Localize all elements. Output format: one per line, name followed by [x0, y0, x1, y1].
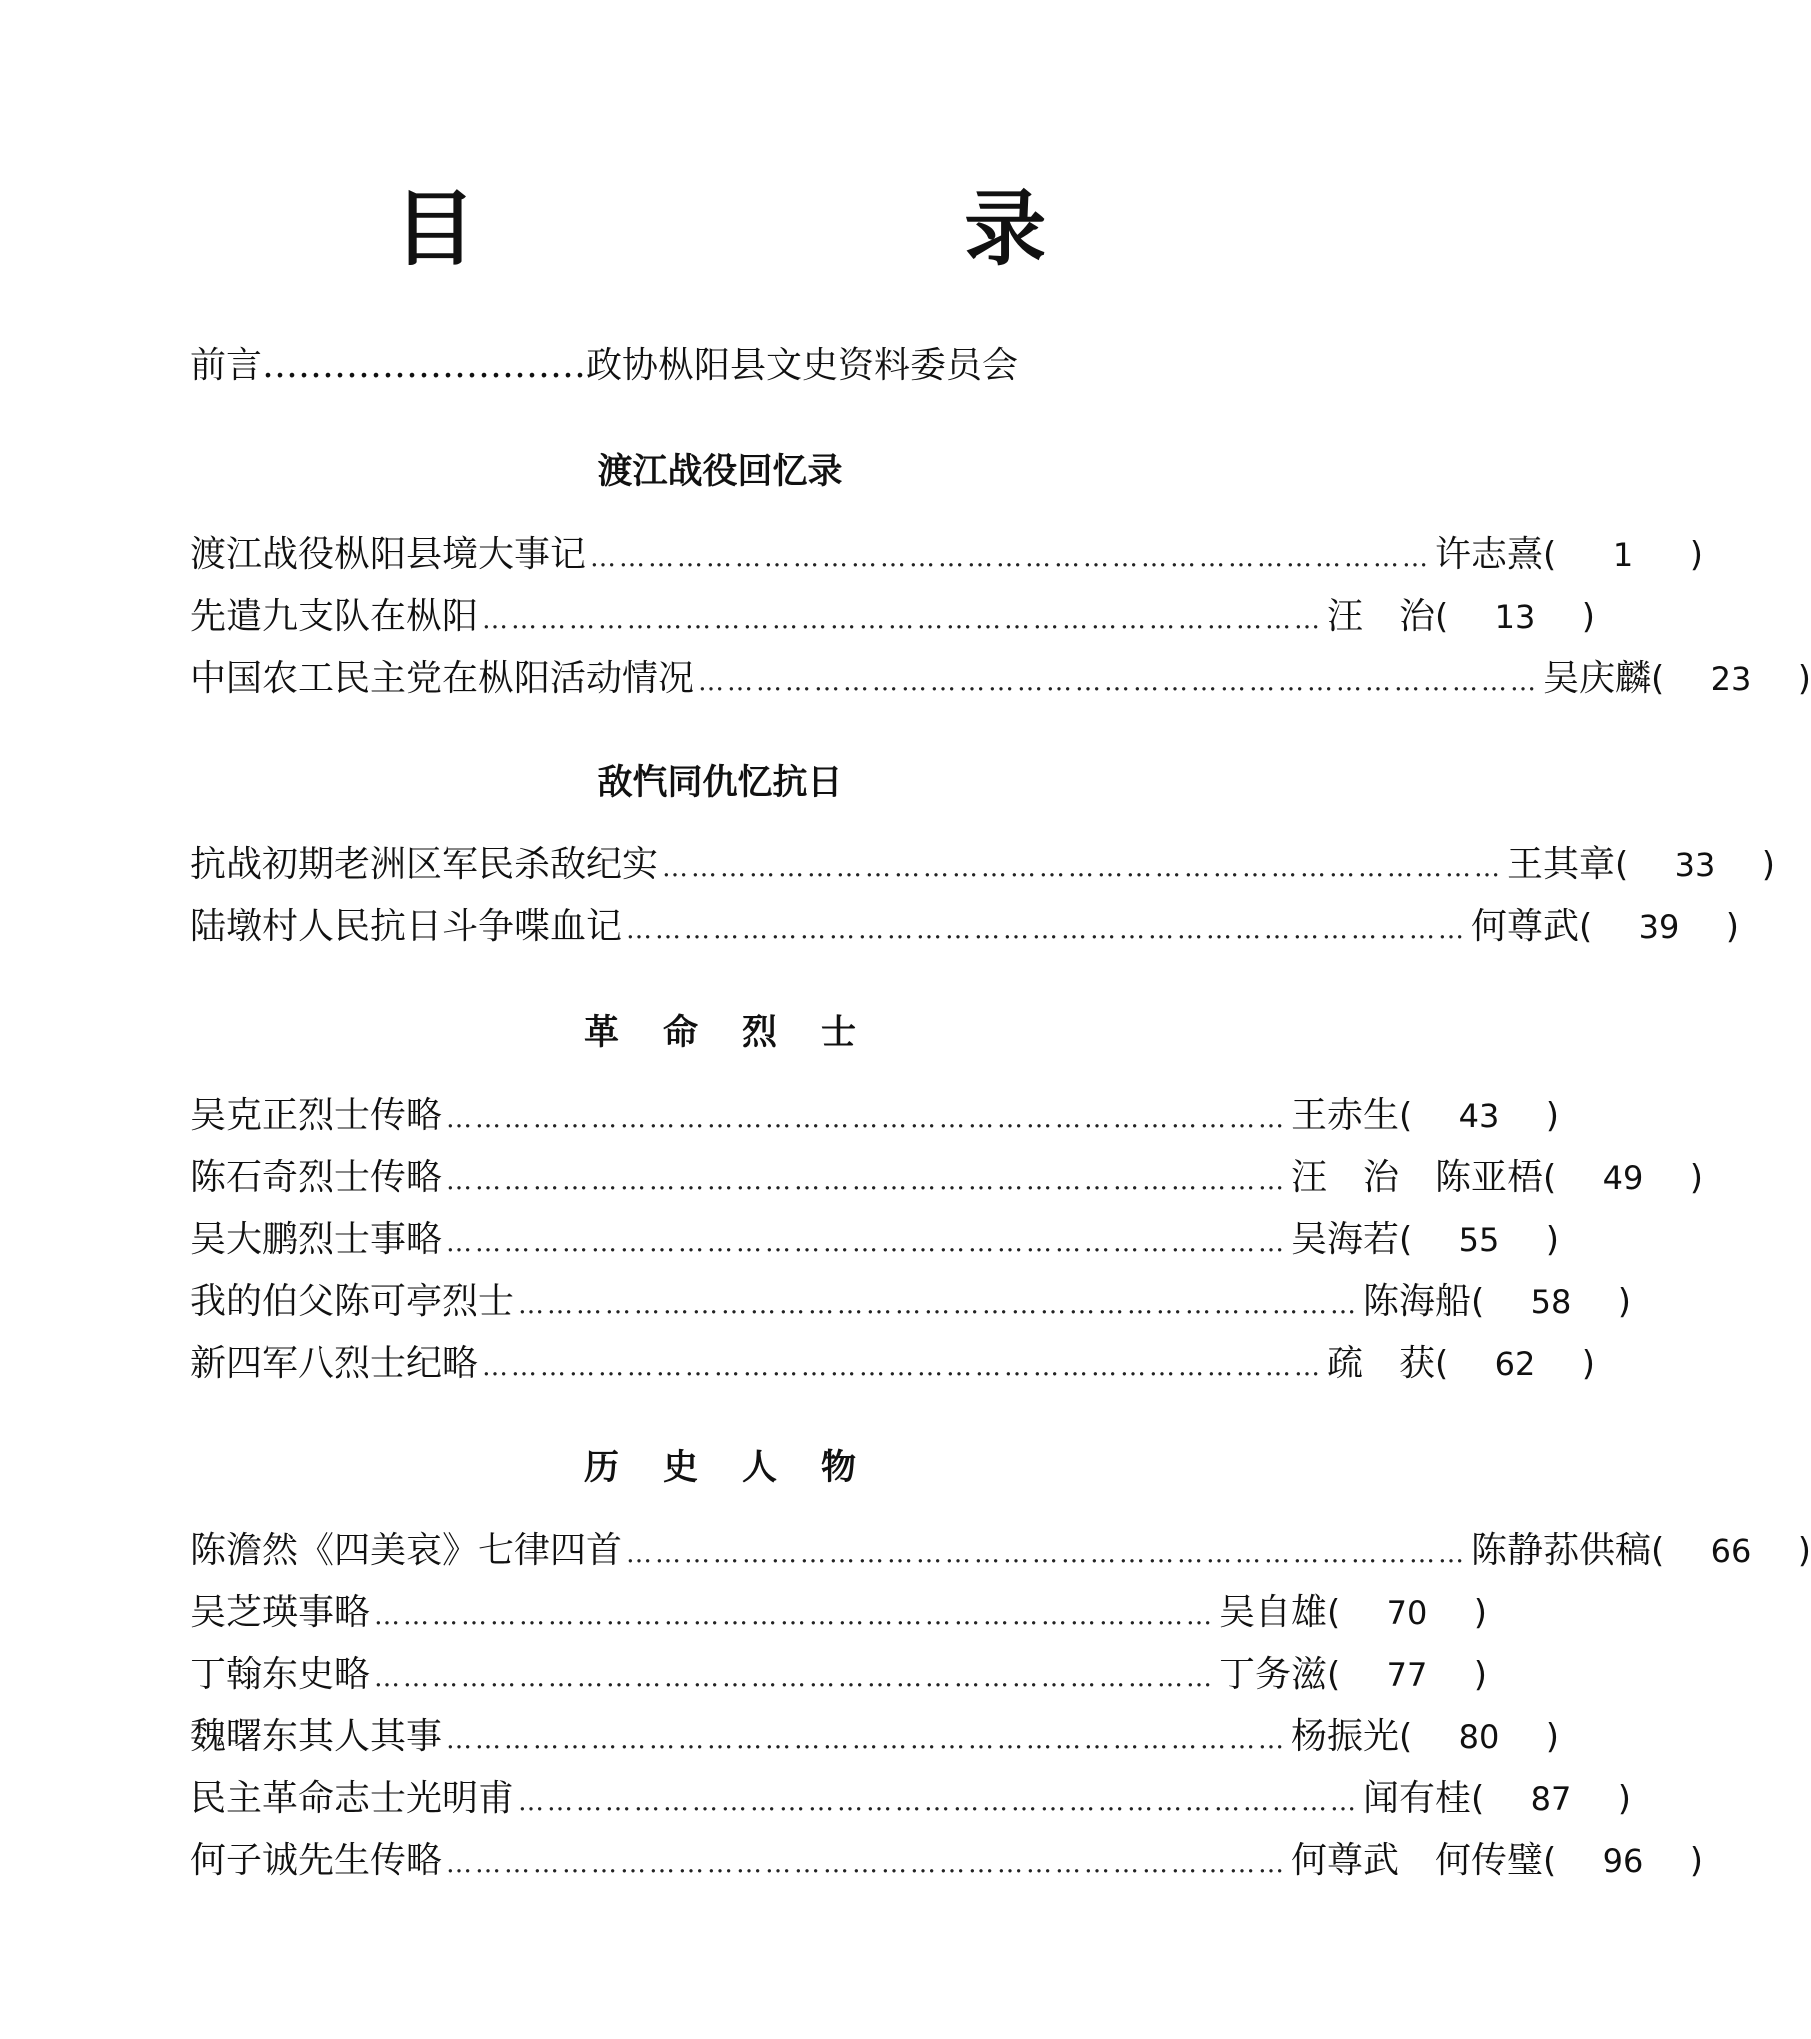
entry-page-number: 80	[1458, 1718, 1500, 1756]
entry-page: ( 43 )	[1399, 1085, 1559, 1147]
toc-entry[interactable]	[190, 1830, 1704, 1892]
preface-author: 政协枞阳县文史资料委员会	[586, 345, 1019, 386]
entry-title: 抗战初期老洲区军民杀敌纪实	[190, 844, 659, 885]
entry-leader-dots: ……………………………………………………………………………	[626, 1539, 1468, 1569]
entry-author: 吴庆麟	[1543, 658, 1652, 699]
entry-author: 吴海若	[1291, 1219, 1400, 1260]
entry-page-number: 77	[1386, 1656, 1428, 1694]
entry-title: 先遣九支队在枞阳	[190, 596, 479, 637]
page-title: 目 录	[393, 182, 1277, 277]
entry-title: 魏曙东其人其事	[190, 1716, 443, 1757]
entry-page-number: 62	[1494, 1345, 1536, 1383]
entry-title: 民主革命志士光明甫	[190, 1778, 515, 1819]
toc-section-2	[190, 834, 1776, 958]
entry-title: 丁翰东史略	[190, 1654, 371, 1695]
preface-label: 前言	[190, 345, 263, 386]
section-heading: 渡江战役回忆录	[597, 452, 843, 492]
entry-author: 许志熹	[1435, 534, 1544, 575]
entry-page: ( 33 )	[1615, 834, 1775, 896]
entry-page-number: 87	[1530, 1780, 1572, 1818]
entry-page: ( 77 )	[1327, 1644, 1487, 1706]
entry-author: 王赤生	[1291, 1095, 1400, 1136]
entry-leader-dots: ……………………………………………………………………………	[662, 853, 1504, 883]
entry-page: ( 66 )	[1651, 1520, 1811, 1582]
toc-entry[interactable]	[190, 1209, 1560, 1271]
toc-section-1	[190, 524, 1811, 710]
entry-page: ( 87 )	[1471, 1768, 1631, 1830]
entry-page: ( 13 )	[1435, 586, 1595, 648]
entry-title: 陈石奇烈士传略	[190, 1157, 443, 1198]
entry-page-number: 70	[1386, 1594, 1428, 1632]
entry-author: 陈静荪供稿	[1471, 1530, 1652, 1571]
entry-leader-dots: ……………………………………………………………………………	[446, 1228, 1288, 1258]
entry-page: ( 55 )	[1399, 1209, 1559, 1271]
toc-entry[interactable]	[190, 524, 1704, 586]
entry-page-number: 39	[1638, 908, 1680, 946]
entry-page-number: 1	[1612, 536, 1634, 574]
toc-entry[interactable]	[190, 1582, 1488, 1644]
entry-page: ( 80 )	[1399, 1706, 1559, 1768]
entry-page: ( 23 )	[1651, 648, 1811, 710]
toc-entry[interactable]	[190, 896, 1740, 958]
entry-page-number: 96	[1602, 1842, 1644, 1880]
toc-entry[interactable]	[190, 1706, 1560, 1768]
toc-entry[interactable]	[190, 648, 1811, 710]
toc-entry[interactable]	[190, 834, 1776, 896]
entry-title: 渡江战役枞阳县境大事记	[190, 534, 587, 575]
entry-title: 我的伯父陈可亭烈士	[190, 1281, 515, 1322]
entry-page-number: 13	[1494, 598, 1536, 636]
entry-leader-dots: ……………………………………………………………………………	[446, 1166, 1288, 1196]
entry-page: ( 1 )	[1543, 524, 1703, 586]
entry-title: 吴大鹏烈士事略	[190, 1219, 443, 1260]
entry-page-number: 49	[1602, 1159, 1644, 1197]
entry-leader-dots: ……………………………………………………………………………	[698, 667, 1540, 697]
entry-author: 杨振光	[1291, 1716, 1400, 1757]
toc-section-3	[190, 1085, 1704, 1395]
entry-leader-dots: ……………………………………………………………………………	[590, 543, 1432, 573]
entry-leader-dots: ……………………………………………………………………………	[482, 1352, 1324, 1382]
entry-author: 闻有桂	[1363, 1778, 1472, 1819]
entry-title: 吴芝瑛事略	[190, 1592, 371, 1633]
entry-page-number: 55	[1458, 1221, 1500, 1259]
toc-entry[interactable]	[190, 1644, 1488, 1706]
entry-title: 陈澹然《四美哀》七律四首	[190, 1530, 623, 1571]
entry-author: 汪 治	[1327, 596, 1436, 637]
entry-page-number: 43	[1458, 1097, 1500, 1135]
entry-title: 新四军八烈士纪略	[190, 1343, 479, 1384]
entry-title: 吴克正烈士传略	[190, 1095, 443, 1136]
entry-title: 中国农工民主党在枞阳活动情况	[190, 658, 695, 699]
entry-page-number: 23	[1710, 660, 1752, 698]
entry-page: ( 49 )	[1543, 1147, 1703, 1209]
entry-leader-dots: ……………………………………………………………………………	[446, 1104, 1288, 1134]
entry-author: 吴自雄	[1219, 1592, 1328, 1633]
section-heading: 革命烈士	[583, 1013, 900, 1053]
toc-section-4	[190, 1520, 1811, 1892]
entry-leader-dots: ……………………………………………………………………………	[518, 1787, 1360, 1817]
entry-leader-dots: ……………………………………………………………………………	[518, 1290, 1360, 1320]
entry-leader-dots: ……………………………………………………………………………	[446, 1725, 1288, 1755]
entry-leader-dots: ……………………………………………………………………………	[446, 1849, 1288, 1879]
toc-entry[interactable]	[190, 1333, 1596, 1395]
entry-page-number: 58	[1530, 1283, 1572, 1321]
entry-author: 丁务滋	[1219, 1654, 1328, 1695]
toc-entry[interactable]	[190, 1271, 1632, 1333]
toc-entry[interactable]	[190, 586, 1596, 648]
entry-author: 何尊武 何传璧	[1291, 1840, 1544, 1881]
entry-author: 何尊武	[1471, 906, 1580, 947]
toc-entry[interactable]	[190, 1520, 1811, 1582]
toc-entry[interactable]	[190, 1085, 1560, 1147]
entry-author: 汪 治 陈亚梧	[1291, 1157, 1544, 1198]
entry-leader-dots: ……………………………………………………………………………	[374, 1663, 1216, 1693]
entry-author: 陈海船	[1363, 1281, 1472, 1322]
entry-title: 何子诚先生传略	[190, 1840, 443, 1881]
section-heading: 敌忾同仇忆抗日	[597, 763, 843, 803]
entry-page: ( 58 )	[1471, 1271, 1631, 1333]
preface-dots: ………………………	[262, 345, 587, 386]
entry-title: 陆墩村人民抗日斗争喋血记	[190, 906, 623, 947]
toc-entry[interactable]	[190, 1147, 1704, 1209]
entry-author: 王其章	[1507, 844, 1616, 885]
entry-page: ( 62 )	[1435, 1333, 1595, 1395]
section-heading: 历史人物	[583, 1448, 900, 1488]
entry-page: ( 70 )	[1327, 1582, 1487, 1644]
entry-author: 疏 获	[1327, 1343, 1436, 1384]
entry-leader-dots: ……………………………………………………………………………	[482, 605, 1324, 635]
entry-leader-dots: ……………………………………………………………………………	[374, 1601, 1216, 1631]
preface-row	[190, 338, 1310, 394]
entry-page-number: 66	[1710, 1532, 1752, 1570]
entry-page: ( 96 )	[1543, 1830, 1703, 1892]
entry-page-number: 33	[1674, 846, 1716, 884]
entry-leader-dots: ……………………………………………………………………………	[626, 915, 1468, 945]
toc-entry[interactable]	[190, 1768, 1632, 1830]
entry-page: ( 39 )	[1579, 896, 1739, 958]
